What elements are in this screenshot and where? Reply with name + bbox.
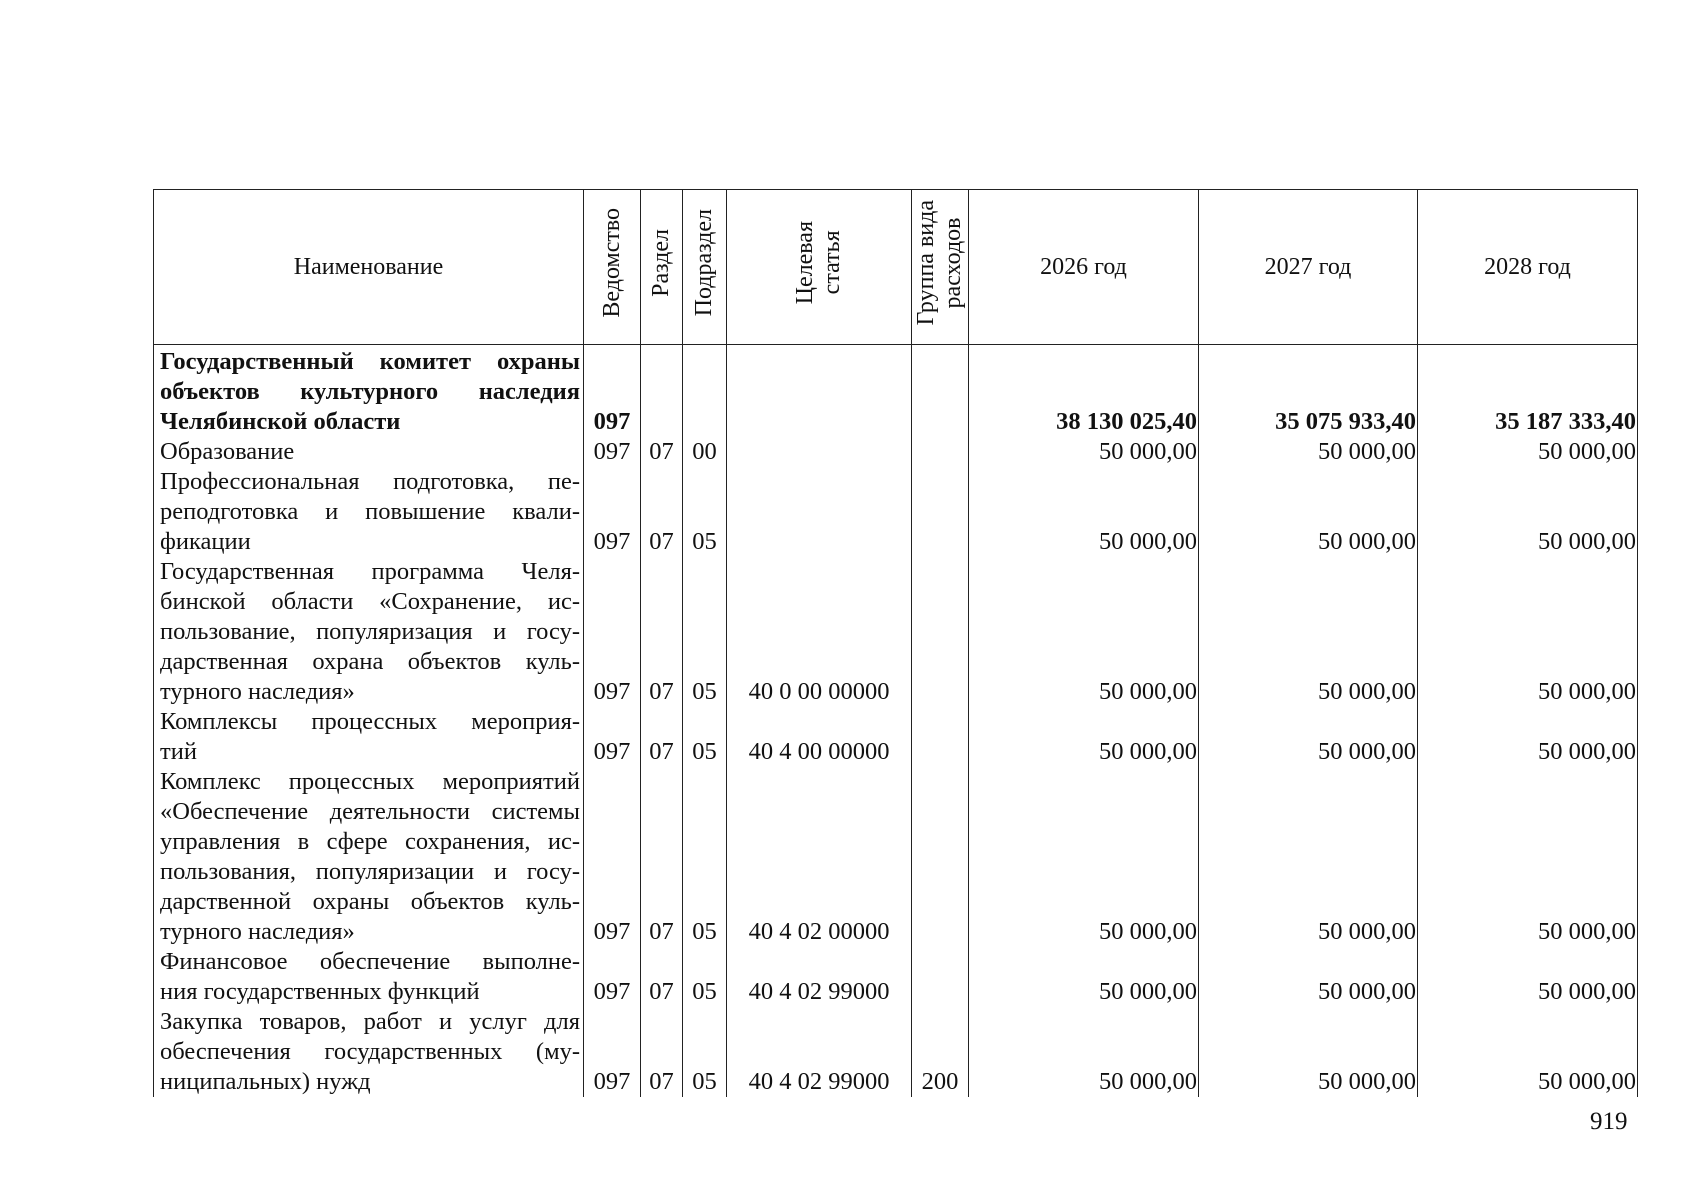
row-2028-cell: 50 000,00	[1418, 947, 1638, 1007]
row-subsection-cell: 05	[683, 707, 727, 767]
row-2027-cell: 50 000,00	[1199, 767, 1418, 947]
row-2028-cell: 50 000,00	[1418, 707, 1638, 767]
table-row	[154, 345, 1638, 438]
header-subsection-label: Подраздел	[691, 209, 717, 317]
header-2027-label: 2027 год	[1264, 254, 1352, 280]
row-2028-cell: 50 000,00	[1418, 557, 1638, 707]
header-2026-label: 2026 год	[1040, 254, 1127, 280]
row-name-line: Комплекс процессных мероприятий	[160, 768, 580, 795]
row-2027-cell: 50 000,00	[1199, 467, 1418, 557]
row-name-cell	[154, 557, 584, 707]
row-2027-cell: 50 000,00	[1199, 437, 1418, 467]
row-2026-cell: 50 000,00	[969, 467, 1199, 557]
header-2028-label: 2028 год	[1484, 254, 1571, 280]
row-name-cell	[154, 707, 584, 767]
row-section-cell: 07	[641, 767, 683, 947]
row-2026-cell: 50 000,00	[969, 947, 1199, 1007]
header-subsection	[683, 190, 727, 345]
row-2027-cell: 50 000,00	[1199, 1007, 1418, 1097]
header-section	[641, 190, 683, 345]
row-2028-cell: 50 000,00	[1418, 467, 1638, 557]
row-dept-cell: 097	[584, 1007, 641, 1097]
table-row	[154, 947, 1638, 1007]
budget-table	[153, 189, 1638, 1097]
row-name-line: Челябинской области	[160, 408, 401, 435]
header-2028	[1418, 190, 1638, 345]
row-subsection-cell: 05	[683, 467, 727, 557]
row-name-cell	[154, 1007, 584, 1097]
row-target-cell	[727, 437, 912, 467]
header-2026	[969, 190, 1199, 345]
header-name	[154, 190, 584, 345]
row-name-line: управления в сфере сохранения, ис-	[160, 828, 580, 855]
row-dept-cell: 097	[584, 707, 641, 767]
row-name-cell	[154, 947, 584, 1007]
row-group-cell	[912, 557, 969, 707]
row-name-line: дарственная охрана объектов куль-	[160, 648, 580, 675]
row-2026-cell: 50 000,00	[969, 557, 1199, 707]
row-name-line: турного наследия»	[160, 678, 355, 705]
row-subsection-cell: 05	[683, 947, 727, 1007]
row-dept-cell: 097	[584, 947, 641, 1007]
table-row	[154, 1007, 1638, 1097]
row-name-line: Комплексы процессных мероприя-	[160, 708, 580, 735]
row-group-cell	[912, 437, 969, 467]
header-group-label	[913, 200, 967, 325]
table-header-row	[154, 190, 1638, 345]
row-group-cell	[912, 767, 969, 947]
header-group	[912, 190, 969, 345]
row-name-line: «Обеспечение деятельности системы	[160, 798, 580, 825]
row-2026-cell: 50 000,00	[969, 1007, 1199, 1097]
row-2026-cell: 38 130 025,40	[969, 345, 1199, 438]
header-target-label	[792, 221, 846, 304]
table-body	[154, 345, 1638, 1098]
row-target-cell: 40 4 00 00000	[727, 707, 912, 767]
row-name-line: Государственная программа Челя-	[160, 558, 580, 585]
row-2028-cell: 50 000,00	[1418, 437, 1638, 467]
row-2027-cell: 50 000,00	[1199, 947, 1418, 1007]
row-name-line: Закупка товаров, работ и услуг для	[160, 1008, 580, 1035]
row-name-line: тий	[160, 738, 197, 765]
row-section-cell: 07	[641, 437, 683, 467]
row-name-line: пользования, популяризации и госу-	[160, 858, 580, 885]
header-group-line2: расходов	[940, 217, 966, 309]
row-2027-cell: 50 000,00	[1199, 707, 1418, 767]
row-2027-cell: 50 000,00	[1199, 557, 1418, 707]
row-dept-cell: 097	[584, 557, 641, 707]
row-subsection-cell: 05	[683, 557, 727, 707]
table-row	[154, 467, 1638, 557]
header-dept	[584, 190, 641, 345]
row-target-cell: 40 0 00 00000	[727, 557, 912, 707]
row-2028-cell: 50 000,00	[1418, 1007, 1638, 1097]
row-section-cell: 07	[641, 707, 683, 767]
row-group-cell	[912, 467, 969, 557]
page-number: 919	[1590, 1108, 1628, 1135]
row-target-cell: 40 4 02 00000	[727, 767, 912, 947]
row-2028-cell: 50 000,00	[1418, 767, 1638, 947]
header-name-label: Наименование	[293, 254, 444, 280]
row-dept-cell: 097	[584, 767, 641, 947]
row-2026-cell: 50 000,00	[969, 437, 1199, 467]
row-subsection-cell: 05	[683, 1007, 727, 1097]
row-name-line: реподготовка и повышение квали-	[160, 498, 580, 525]
table-row	[154, 557, 1638, 707]
row-name-cell	[154, 767, 584, 947]
row-subsection-cell: 05	[683, 767, 727, 947]
row-subsection-cell	[683, 345, 727, 438]
row-2028-cell: 35 187 333,40	[1418, 345, 1638, 438]
table-row	[154, 707, 1638, 767]
row-section-cell	[641, 345, 683, 438]
row-name-line: Государственный комитет охраны	[160, 348, 580, 375]
header-target	[727, 190, 912, 345]
header-section-label: Раздел	[648, 229, 674, 297]
row-group-cell	[912, 947, 969, 1007]
header-2027	[1199, 190, 1418, 345]
row-name-line: ния государственных функций	[160, 978, 480, 1005]
row-subsection-cell: 00	[683, 437, 727, 467]
row-name-cell	[154, 467, 584, 557]
row-dept-cell: 097	[584, 467, 641, 557]
header-target-line1: Целевая	[792, 221, 818, 305]
row-name-line: обеспечения государственных (му-	[160, 1038, 580, 1065]
table-row	[154, 767, 1638, 947]
row-name-line: Образование	[160, 438, 295, 465]
header-group-line1: Группа вида	[913, 200, 939, 326]
table-row	[154, 437, 1638, 467]
row-target-cell	[727, 467, 912, 557]
row-dept-cell: 097	[584, 437, 641, 467]
row-2026-cell: 50 000,00	[969, 767, 1199, 947]
row-name-line: пользование, популяризация и госу-	[160, 618, 580, 645]
row-target-cell: 40 4 02 99000	[727, 1007, 912, 1097]
row-2027-cell: 35 075 933,40	[1199, 345, 1418, 438]
row-name-cell	[154, 437, 584, 467]
row-name-line: Профессиональная подготовка, пе-	[160, 468, 580, 495]
row-2026-cell: 50 000,00	[969, 707, 1199, 767]
row-name-line: турного наследия»	[160, 918, 355, 945]
row-group-cell: 200	[912, 1007, 969, 1097]
row-name-line: объектов культурного наследия	[160, 378, 580, 405]
header-dept-label: Ведомство	[598, 208, 625, 318]
row-section-cell: 07	[641, 557, 683, 707]
row-section-cell: 07	[641, 467, 683, 557]
row-name-line: Финансовое обеспечение выполне-	[160, 948, 580, 975]
row-target-cell: 40 4 02 99000	[727, 947, 912, 1007]
row-name-line: дарственной охраны объектов куль-	[160, 888, 580, 915]
row-name-cell	[154, 345, 584, 438]
row-section-cell: 07	[641, 947, 683, 1007]
row-name-line: ниципальных) нужд	[160, 1068, 371, 1095]
row-group-cell	[912, 707, 969, 767]
row-dept-cell: 097	[584, 345, 641, 438]
row-section-cell: 07	[641, 1007, 683, 1097]
row-target-cell	[727, 345, 912, 438]
row-group-cell	[912, 345, 969, 438]
row-name-line: бинской области «Сохранение, ис-	[160, 588, 580, 615]
row-name-line: фикации	[160, 528, 251, 555]
header-target-line2: статья	[819, 231, 845, 295]
